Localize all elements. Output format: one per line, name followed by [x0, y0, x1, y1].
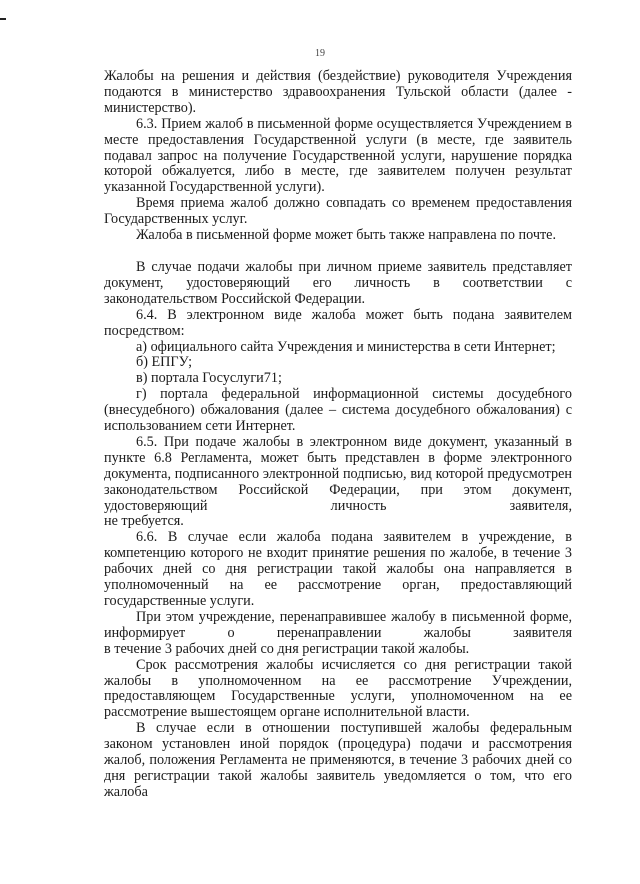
paragraph-other-procedure: В случае если в отношении поступившей жалобы федеральным законом установлен иной порядок (процедура) подачи и рассмотрения жалоб, положения Регламента не применяются, в течение 3 рабочих дней со дня регистрации такой жалобы заявитель уведомляется о том, что его жалоба	[104, 720, 572, 800]
page-number: 19	[315, 48, 325, 59]
scan-mark	[0, 18, 6, 20]
list-item-v: в) портала Госуслуги71;	[136, 370, 282, 387]
paragraph-6-3: 6.3. Прием жалоб в письменной форме осуществляется Учреждением в месте предоставления Государственной услуги (в месте, где заявитель подавал запрос на получение Государственной услуги, нарушение порядка которой обжалуется, либо в месте, где заявителем получен результат указанной Государственной услуги).	[104, 115, 572, 196]
paragraph-redirect: При этом учреждение, перенаправившее жалобу в письменной форме, информирует о перенаправлении жалобы заявителя	[104, 608, 572, 641]
paragraph-reception-time: Время приема жалоб должно совпадать со временем предоставления Государственных услуг.	[104, 195, 572, 228]
paragraph-complaints-minister: Жалобы на решения и действия (бездействие) руководителя Учреждения подаются в министерство здравоохранения Тульской области (далее - министерство).	[104, 68, 572, 116]
document-body	[104, 69, 572, 801]
list-item-a: а) официального сайта Учреждения и министерства в сети Интернет;	[136, 338, 556, 355]
paragraph-6-5: 6.5. При подаче жалобы в электронном виде документ, указанный в пункте 6.8 Регламента, может быть представлен в форме электронного документа, подписанного электронной подписью, вид которой предусмотрен законодательством Российской Федерации, при этом документ, удостоверяющий личность заявителя,	[104, 433, 572, 514]
paragraph-6-5-end: не требуется.	[104, 513, 184, 530]
paragraph-6-6: 6.6. В случае если жалоба подана заявителем в учреждение, в компетенцию которого не входит принятие решения по жалобе, в течение 3 рабочих дней со дня регистрации такой жалобы она направляется в уполномоченный на ее рассмотрение орган, предоставляющий государственные услуги.	[104, 529, 572, 609]
paragraph-by-mail: Жалоба в письменной форме может быть также направлена по почте.	[136, 227, 557, 244]
paragraph-redirect-end: в течение 3 рабочих дней со дня регистрации такой жалобы.	[104, 640, 470, 657]
list-item-b: б) ЕПГУ;	[136, 354, 193, 371]
paragraph-6-4: 6.4. В электронном виде жалоба может быть подана заявителем посредством:	[104, 306, 572, 339]
paragraph-personal-reception: В случае подачи жалобы при личном приеме заявитель представляет документ, удостоверяющий его личность в соответствии с законодательством Российской Федерации.	[104, 258, 572, 307]
list-item-g: г) портала федеральной информационной системы досудебного (внесудебного) обжалования (далее – система досудебного обжалования) с использованием сети Интернет.	[104, 386, 572, 435]
paragraph-review-term: Срок рассмотрения жалобы исчисляется со дня регистрации такой жалобы в уполномоченном на ее рассмотрение Учреждении, предоставляющем Государственные услуги, уполномоченном на ее рассмотрение вышестоящем органе исполнительной власти.	[104, 656, 572, 721]
